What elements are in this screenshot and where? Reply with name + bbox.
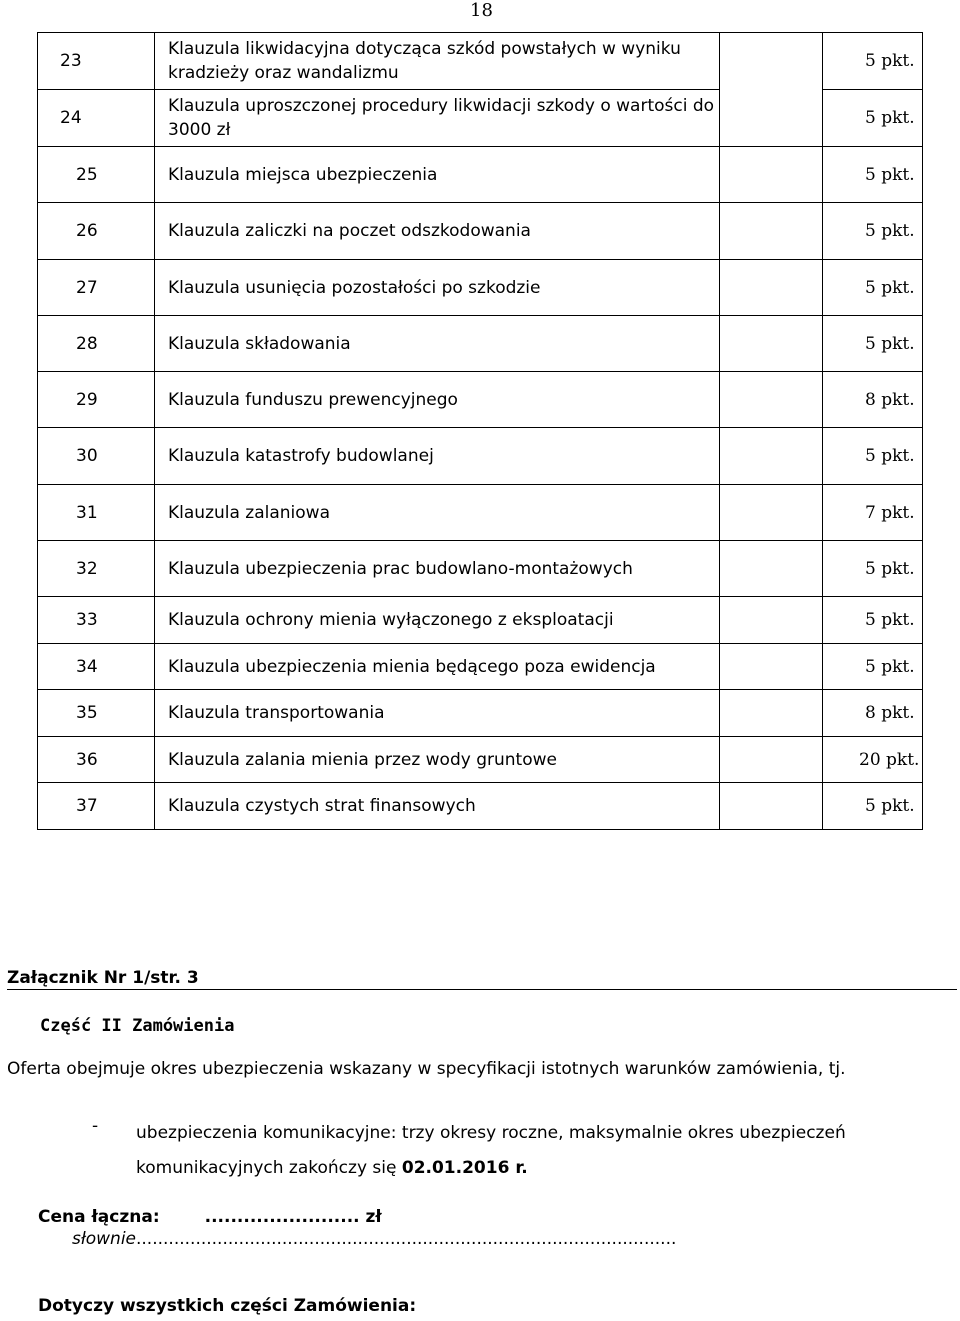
clause-number: 25 bbox=[38, 147, 155, 203]
clause-number: 35 bbox=[38, 690, 155, 737]
table-row bbox=[38, 372, 923, 428]
table-row bbox=[38, 316, 923, 372]
clause-score: 5 pkt. bbox=[823, 147, 923, 203]
clause-name bbox=[155, 33, 720, 90]
table-row bbox=[38, 690, 923, 737]
bullet-line-2: komunikacyjnych zakończy się bbox=[136, 1158, 402, 1178]
clause-name: Klauzula ubezpieczenia prac budowlano-montażowych bbox=[155, 541, 720, 597]
clause-number: 24 bbox=[38, 90, 155, 147]
clause-name: Klauzula miejsca ubezpieczenia bbox=[155, 147, 720, 203]
clause-name: Klauzula transportowania bbox=[155, 690, 720, 737]
clause-name: Klauzula zaliczki na poczet odszkodowania bbox=[155, 203, 720, 260]
table-row bbox=[38, 737, 923, 783]
empty-cell bbox=[720, 33, 823, 147]
clause-name: Klauzula zalania mienia przez wody gruntowe bbox=[155, 737, 720, 783]
table-row bbox=[38, 260, 923, 316]
clause-number: 27 bbox=[38, 260, 155, 316]
part-title: Część II Zamówienia bbox=[40, 1016, 235, 1036]
clause-number: 33 bbox=[38, 597, 155, 644]
clause-number: 30 bbox=[38, 428, 155, 485]
clause-name: Klauzula składowania bbox=[155, 316, 720, 372]
bullet-line-1: ubezpieczenia komunikacyjne: trzy okresy roczne, maksymalnie okres ubezpieczeń bbox=[136, 1123, 846, 1143]
clause-score: 5 pkt. bbox=[823, 203, 923, 260]
clause-number: 23 bbox=[38, 33, 155, 90]
bullet-dash: - bbox=[92, 1116, 99, 1136]
clause-name: Klauzula czystych strat finansowych bbox=[155, 783, 720, 830]
clause-score: 5 pkt. bbox=[823, 541, 923, 597]
empty-cell bbox=[720, 541, 823, 597]
clause-name bbox=[155, 90, 720, 147]
table-row bbox=[38, 783, 923, 830]
bullet-text bbox=[136, 1116, 954, 1186]
clause-name: Klauzula funduszu prewencyjnego bbox=[155, 372, 720, 428]
clause-number: 36 bbox=[38, 737, 155, 783]
empty-cell bbox=[720, 597, 823, 644]
table-row bbox=[38, 597, 923, 644]
clause-score: 5 pkt. bbox=[823, 90, 923, 147]
clause-name-line: 3000 zł bbox=[168, 120, 231, 140]
clause-name: Klauzula ubezpieczenia mienia będącego poza ewidencja bbox=[155, 644, 720, 690]
clause-score: 5 pkt. bbox=[823, 644, 923, 690]
attachment-heading: Załącznik Nr 1/str. 3 bbox=[7, 963, 957, 990]
clause-score: 8 pkt. bbox=[823, 690, 923, 737]
table-row bbox=[38, 541, 923, 597]
page-number: 18 bbox=[470, 0, 493, 21]
clause-number: 29 bbox=[38, 372, 155, 428]
clauses-table bbox=[37, 32, 923, 830]
clause-name: Klauzula zalaniowa bbox=[155, 485, 720, 541]
table-row bbox=[38, 485, 923, 541]
clause-name: Klauzula katastrofy budowlanej bbox=[155, 428, 720, 485]
clause-number: 31 bbox=[38, 485, 155, 541]
empty-cell bbox=[720, 372, 823, 428]
empty-cell bbox=[720, 783, 823, 830]
clause-score: 5 pkt. bbox=[823, 597, 923, 644]
empty-cell bbox=[720, 316, 823, 372]
clause-score: 8 pkt. bbox=[823, 372, 923, 428]
empty-cell bbox=[720, 690, 823, 737]
total-price-label: Cena łączna: bbox=[38, 1207, 160, 1227]
total-price-value: ........................ zł bbox=[204, 1207, 382, 1227]
table-row bbox=[38, 644, 923, 690]
clause-score: 5 pkt. bbox=[823, 428, 923, 485]
price-in-words-dots: .................................................................................................... bbox=[136, 1229, 677, 1249]
empty-cell bbox=[720, 485, 823, 541]
clause-score: 5 pkt. bbox=[823, 783, 923, 830]
clause-number: 26 bbox=[38, 203, 155, 260]
clause-number: 37 bbox=[38, 783, 155, 830]
clause-name-line: kradzieży oraz wandalizmu bbox=[168, 63, 399, 83]
empty-cell bbox=[720, 260, 823, 316]
table-row bbox=[38, 147, 923, 203]
clause-name-line: Klauzula uproszczonej procedury likwidacji szkody o wartości do bbox=[168, 96, 715, 116]
clause-number: 28 bbox=[38, 316, 155, 372]
empty-cell bbox=[720, 203, 823, 260]
clause-number: 32 bbox=[38, 541, 155, 597]
empty-cell bbox=[720, 428, 823, 485]
clause-number: 34 bbox=[38, 644, 155, 690]
empty-cell bbox=[720, 737, 823, 783]
empty-cell bbox=[720, 644, 823, 690]
clause-score: 7 pkt. bbox=[823, 485, 923, 541]
price-in-words bbox=[72, 1229, 676, 1249]
total-price bbox=[38, 1207, 382, 1227]
end-date: 02.01.2016 r. bbox=[401, 1158, 528, 1178]
applies-heading: Dotyczy wszystkich części Zamówienia: bbox=[38, 1296, 417, 1316]
offer-text: Oferta obejmuje okres ubezpieczenia wskazany w specyfikacji istotnych warunków zamówienia, tj. bbox=[7, 1059, 846, 1079]
price-in-words-label: słownie bbox=[72, 1229, 136, 1249]
table-row bbox=[38, 428, 923, 485]
clause-score: 5 pkt. bbox=[823, 316, 923, 372]
clause-name: Klauzula ochrony mienia wyłączonego z eksploatacji bbox=[155, 597, 720, 644]
table-row bbox=[38, 33, 923, 90]
clause-score: 20 pkt. bbox=[823, 737, 923, 783]
clause-score: 5 pkt. bbox=[823, 33, 923, 90]
empty-cell bbox=[720, 147, 823, 203]
clause-name: Klauzula usunięcia pozostałości po szkodzie bbox=[155, 260, 720, 316]
clause-score: 5 pkt. bbox=[823, 260, 923, 316]
clause-name-line: Klauzula likwidacyjna dotycząca szkód powstałych w wyniku bbox=[168, 39, 681, 59]
table-row bbox=[38, 203, 923, 260]
